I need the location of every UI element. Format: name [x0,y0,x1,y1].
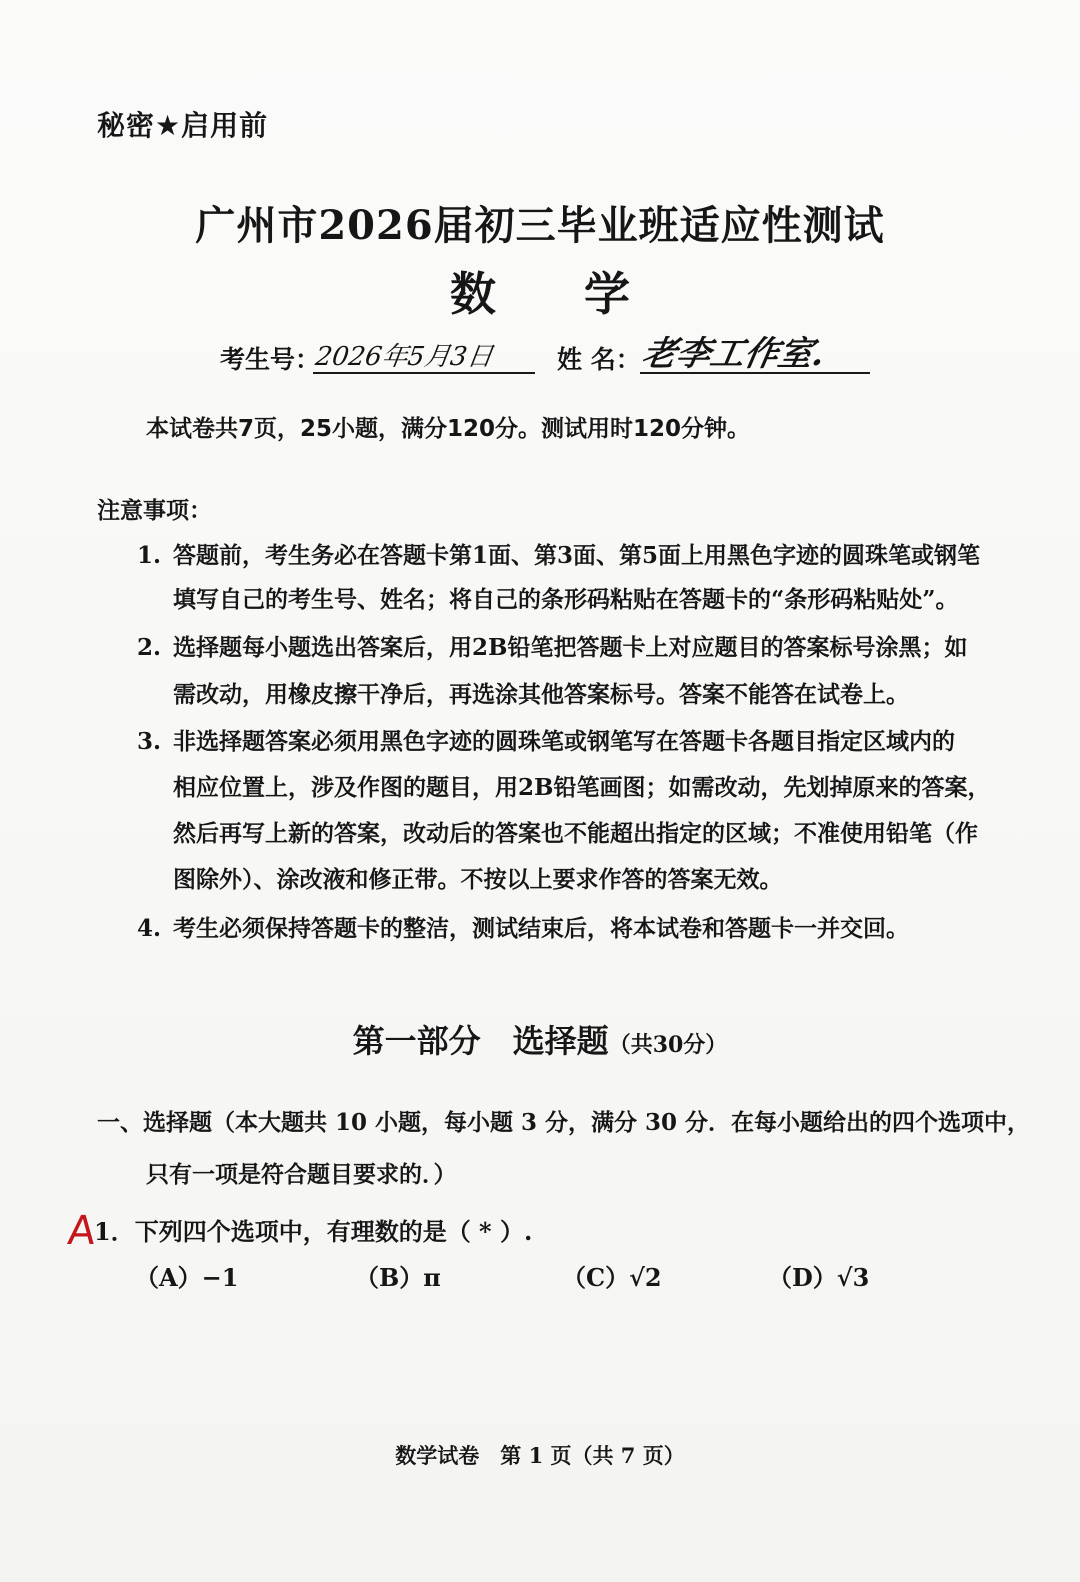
notice-item-3-line-1 [137,723,955,756]
question-1-option-d: （D）√3 [768,1263,870,1292]
exam-number-handwritten: 2026年5月3日 [313,342,496,372]
part-points: （共30分） [608,1032,728,1058]
notice-heading: 注意事项： [97,498,212,524]
part-one-heading [0,1016,1080,1062]
confidential-label: 秘密★启用前 [97,109,269,142]
notice-item-2-line-2: 需改动，用橡皮擦干净后，再选涂其他答案标号。答案不能答在试卷上。 [173,681,909,708]
notice-item-1-number: 1. [137,542,162,569]
question-1-option-b: （B）π [355,1263,441,1292]
section-instructions-line-2: 只有一项是符合题目要求的．） [146,1161,457,1188]
notice-item-3-line-2: 相应位置上，涉及作图的题目，用2B铅笔画图；如需改动，先划掉原来的答案， [173,774,991,801]
handwritten-answer-mark: A [65,1208,98,1254]
name-handwritten: 老李工作室. [638,334,828,374]
notice-item-3-number: 3. [137,728,162,755]
notice-text: 选择题每小题选出答案后，用2B铅笔把答题卡上对应题目的答案标号涂黑；如 [173,634,968,661]
exam-info: 本试卷共7页，25小题，满分120分。测试用时120分钟。 [146,416,751,442]
notice-item-3-line-3: 然后再写上新的答案，改动后的答案也不能超出指定的区域；不准使用铅笔（作 [173,820,978,847]
page-footer: 数学试卷 第 1 页（共 7 页） [395,1443,685,1468]
notice-item-2-number: 2. [137,634,162,661]
subject-title: 数 学 [449,267,666,321]
notice-text: 考生必须保持答题卡的整洁，测试结束后，将本试卷和答题卡一并交回。 [173,915,909,942]
notice-item-3-line-4: 图除外）、涂改液和修正带。不按以上要求作答的答案无效。 [173,866,783,893]
notice-text: 非选择题答案必须用黑色字迹的圆珠笔或钢笔写在答题卡各题目指定区域内的 [173,728,955,755]
notice-item-4-line-1 [137,910,909,943]
part-title: 第一部分 选择题 [352,1022,609,1060]
question-1-stem: 1．下列四个选项中，有理数的是（ * ）. [94,1217,533,1246]
notice-item-4-number: 4. [137,915,162,942]
notice-item-1-line-2: 填写自己的考生号、姓名；将自己的条形码粘贴在答题卡的“条形码粘贴处”。 [173,586,959,613]
notice-item-1-line-1 [137,537,980,570]
question-1-option-a: （A）−1 [135,1263,239,1292]
name-label: 姓 名： [557,345,641,374]
notice-item-2-line-1 [137,629,967,662]
exam-title: 广州市2026届初三毕业班适应性测试 [195,202,885,249]
exam-number-label: 考生号： [220,345,321,374]
section-instructions-line-1: 一、选择题（本大题共 10 小题，每小题 3 分，满分 30 分．在每小题给出的四个选项中， [97,1109,1031,1136]
question-1-option-c: （C）√2 [562,1263,662,1292]
notice-text: 答题前，考生务必在答题卡第1面、第3面、第5面上用黑色字迹的圆珠笔或钢笔 [173,542,981,569]
